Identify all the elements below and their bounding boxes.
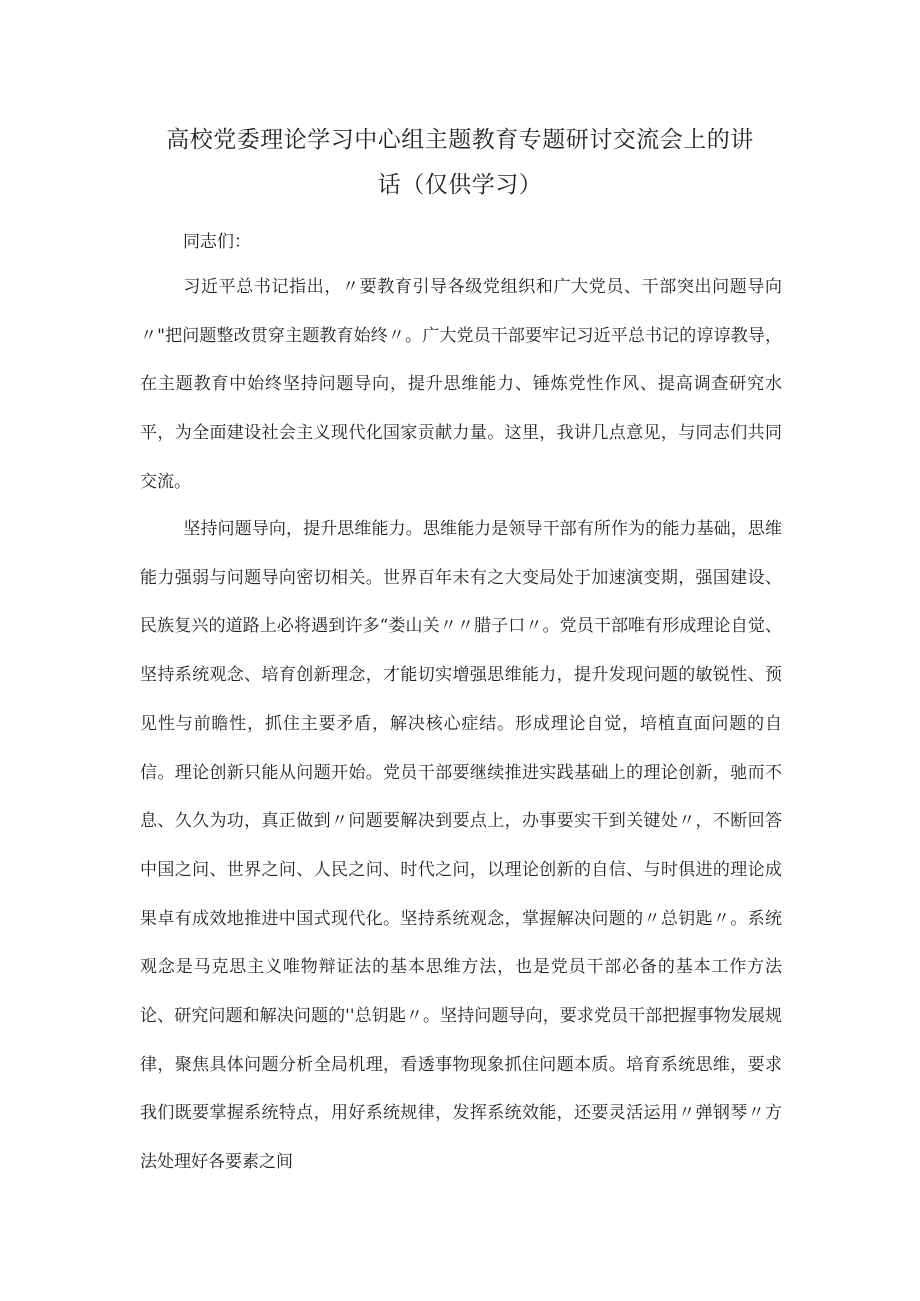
salutation: 同志们： bbox=[183, 232, 251, 252]
document-title-line-2: 话（仅供学习） bbox=[377, 172, 543, 198]
paragraph-thinking-ability: 坚持问题导向，提升思维能力。思维能力是领导干部有所作为的能力基础，思维能力强弱与问题导向密切相关。世界百年未有之大变局处于加速演变期，强国建设、民族复兴的道路上必将遇到许多“娄山关〃〃腊子口〃。党员干部唯有形成理论自觉、坚持系统观念、培育创新理念，才能切实增强思维能力，提升发现问题的敏锐性、预见性与前瞻性，抓住主要矛盾，解决核心症结。形成理论自觉，培植直面问题的自信。理论创新只能从问题开始。党员干部要继续推进实践基础上的理论创新，驰而不息、久久为功，真正做到〃问题要解决到要点上，办事要实干到关键处〃，不断回答中国之问、世界之问、人民之问、时代之问，以理论创新的自信、与时俱进的理论成果卓有成效地推进中国式现代化。坚持系统观念，掌握解决问题的〃总钥匙〃。系统观念是马克思主义唯物辩证法的基本思维方法，也是党员干部必备的基本工作方法论、研究问题和解决问题的''总钥匙〃。坚持问题导向，要求党员干部把握事物发展规律，聚焦具体问题分析全局机理，看透事物现象抓住问题本质。培育系统思维，要求我们既要掌握系统特点，用好系统规律，发挥系统效能，还要灵活运用〃弹钢琴〃方法处理好各要素之间 bbox=[140, 519, 782, 1173]
paragraph-intro: 习近平总书记指出，〃要教育引导各级党组织和广大党员、干部突出问题导向〃"把问题整改贯穿主题教育始终〃。广大党员干部要牢记习近平总书记的谆谆教导，在主题教育中始终坚持问题导向，提升思维能力、锤炼党性作风、提高调查研究水平，为全面建设社会主义现代化国家贡献力量。这里，我讲几点意见，与同志们共同交流。 bbox=[140, 277, 782, 492]
document-title-line-1: 高校党委理论学习中心组主题教育专题研讨交流会上的讲 bbox=[166, 127, 754, 153]
